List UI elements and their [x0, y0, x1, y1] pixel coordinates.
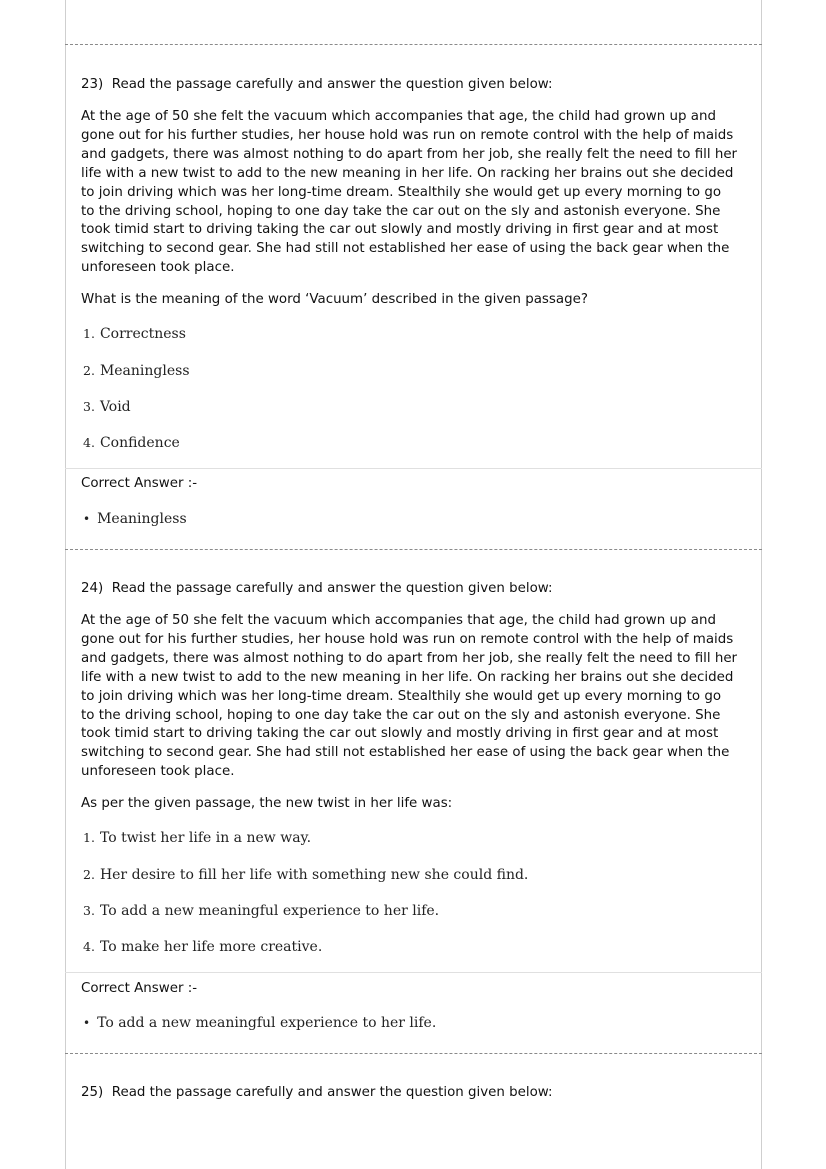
question-24-option-2 [83, 866, 743, 884]
answer-divider [65, 972, 762, 973]
option-number: 1. [83, 326, 95, 341]
passage-line: to join driving which was her long-time dream. Stealthily she would get up every morning to go [81, 688, 722, 704]
question-24-passage [81, 612, 749, 782]
question-heading-text: Read the passage carefully and answer the question given below: [111, 77, 553, 92]
option-number: 2. [83, 363, 95, 378]
question-heading-text: Read the passage carefully and answer the question given below: [111, 1085, 553, 1100]
bullet-icon: • [83, 1016, 91, 1030]
question-24-heading [81, 580, 746, 598]
question-separator [65, 44, 762, 45]
passage-line: gone out for his further studies, her house hold was run on remote control with the help of maids [81, 127, 734, 143]
question-23-prompt: What is the meaning of the word ‘Vacuum’ described in the given passage? [81, 292, 588, 307]
question-24-option-1 [83, 829, 743, 847]
passage-line: to join driving which was her long-time dream. Stealthily she would get up every morning to go [81, 184, 722, 200]
question-separator [65, 549, 762, 550]
passage-line: switching to second gear. She had still not established her ease of using the back gear when the [81, 241, 730, 257]
passage-line: to the driving school, hoping to one day take the car out on the sly and astonish everyone. She [81, 707, 721, 723]
option-number: 3. [83, 903, 95, 918]
question-24-option-4 [83, 938, 743, 956]
answer-text: Meaningless [97, 511, 187, 527]
passage-line: life with a new twist to add to the new meaning in her life. On racking her brains out she decided [81, 165, 734, 181]
option-number: 1. [83, 830, 95, 845]
passage-line: took timid start to driving taking the car out slowly and mostly driving in first gear and at most [81, 726, 719, 742]
question-23-option-1 [83, 325, 743, 343]
question-23-option-4 [83, 434, 743, 452]
option-text: Confidence [99, 435, 180, 451]
question-number: 24) [81, 581, 104, 596]
option-text: To twist her life in a new way. [99, 830, 312, 846]
passage-line: took timid start to driving taking the car out slowly and mostly driving in first gear and at most [81, 222, 719, 238]
option-text: Meaningless [99, 363, 190, 379]
bullet-icon: • [83, 512, 91, 526]
question-24-prompt: As per the given passage, the new twist in her life was: [81, 796, 453, 811]
passage-line: At the age of 50 she felt the vacuum which accompanies that age, the child had grown up and [81, 613, 716, 628]
answer-text: To add a new meaningful experience to her life. [97, 1015, 437, 1031]
option-text: Correctness [99, 326, 186, 342]
option-number: 4. [83, 939, 95, 954]
option-number: 2. [83, 867, 95, 882]
option-text: Void [99, 399, 131, 415]
passage-line: and gadgets, there was almost nothing to do apart from her job, she really felt the need to fill her [81, 650, 738, 666]
question-24-correct-answer [83, 1014, 436, 1032]
question-23-answer-label: Correct Answer :- [81, 476, 198, 491]
passage-line: unforeseen took place. [81, 260, 235, 276]
passage-line: unforeseen took place. [81, 764, 235, 780]
question-number: 23) [81, 77, 104, 92]
passage-line: gone out for his further studies, her house hold was run on remote control with the help of maids [81, 631, 734, 647]
option-number: 3. [83, 399, 95, 414]
question-23-option-2 [83, 362, 743, 380]
option-number: 4. [83, 435, 95, 450]
question-24-option-3 [83, 902, 743, 920]
question-23-option-3 [83, 398, 743, 416]
passage-line: to the driving school, hoping to one day take the car out on the sly and astonish everyone. She [81, 203, 721, 219]
passage-line: life with a new twist to add to the new meaning in her life. On racking her brains out she decided [81, 669, 734, 685]
question-separator [65, 1053, 762, 1054]
passage-line: switching to second gear. She had still not established her ease of using the back gear when the [81, 745, 730, 761]
question-23-heading [81, 76, 746, 94]
question-25-heading [81, 1084, 746, 1102]
question-heading-text: Read the passage carefully and answer the question given below: [111, 581, 553, 596]
question-number: 25) [81, 1085, 104, 1100]
question-23-passage [81, 108, 749, 278]
passage-line: At the age of 50 she felt the vacuum which accompanies that age, the child had grown up and [81, 109, 716, 124]
option-text: To make her life more creative. [99, 939, 323, 955]
answer-divider [65, 468, 762, 469]
option-text: Her desire to fill her life with something new she could find. [99, 867, 529, 883]
question-23-correct-answer [83, 510, 187, 528]
passage-line: and gadgets, there was almost nothing to do apart from her job, she really felt the need to fill her [81, 146, 738, 162]
question-24-answer-label: Correct Answer :- [81, 981, 198, 996]
option-text: To add a new meaningful experience to her life. [99, 903, 440, 919]
